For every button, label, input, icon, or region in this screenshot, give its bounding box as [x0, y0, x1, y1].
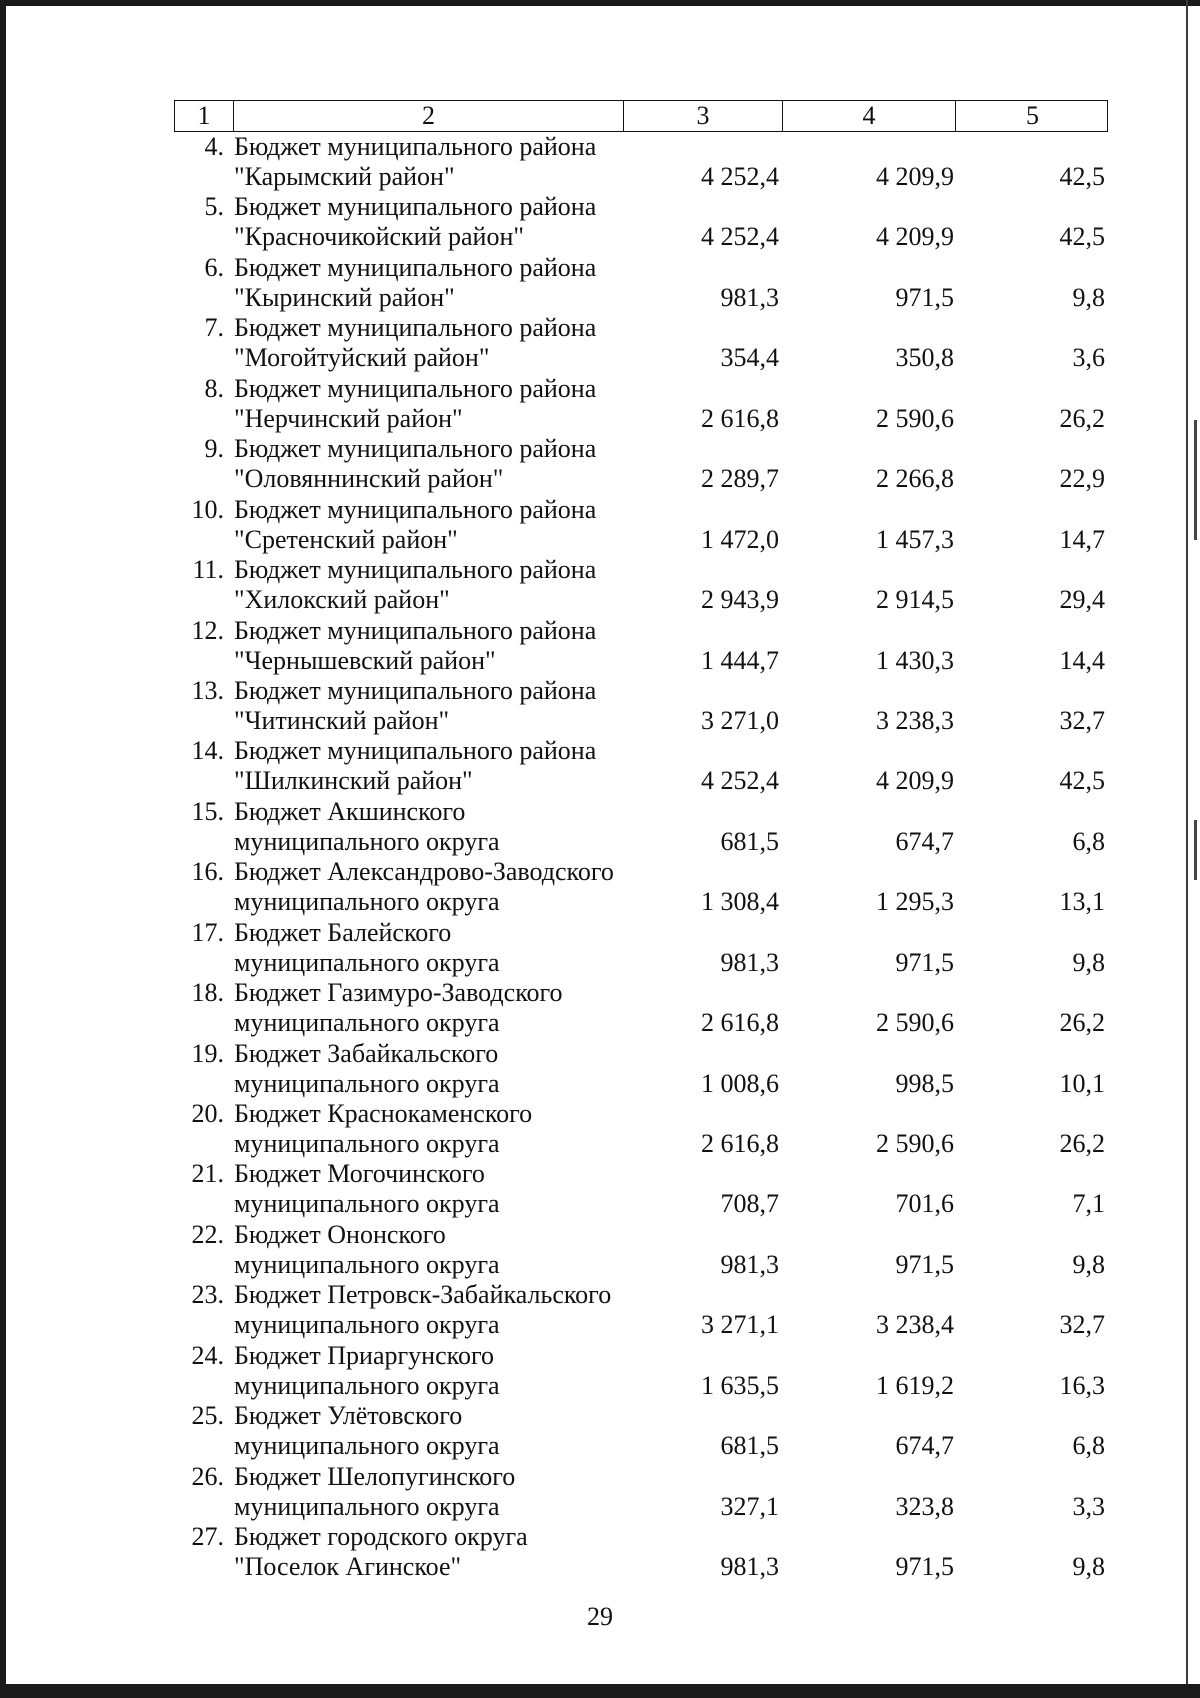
row-value-col5: 3,6 — [1072, 343, 1105, 373]
row-name-line1: Бюджет муниципального района — [234, 192, 597, 222]
row-value-col5: 42,5 — [1059, 162, 1105, 191]
document-page — [174, 100, 1108, 1583]
row-value-col4: 2 914,5 — [876, 585, 954, 615]
row-name-line1: Бюджет муниципального района — [234, 555, 597, 585]
row-name-line2: "Кыринский район" — [234, 282, 455, 312]
row-value-col4: 2 590,6 — [876, 1129, 954, 1158]
row-name-line2: "Шилкинский район" — [234, 766, 473, 796]
row-value-col3: 981,3 — [720, 1552, 779, 1582]
row-name-line2: муниципального округа — [234, 1370, 500, 1400]
row-name-line2: муниципального округа — [234, 826, 500, 856]
row-value-col3: 681,5 — [720, 826, 779, 856]
row-name-line1: Бюджет Краснокаменского — [234, 1099, 533, 1128]
row-name-line1: Бюджет Шелопугинского — [234, 1461, 516, 1491]
table-row — [174, 1341, 1108, 1401]
row-name-line2: муниципального округа — [234, 1249, 500, 1279]
row-number: 20. — [191, 1099, 224, 1128]
row-value-col5: 13,1 — [1059, 887, 1105, 917]
row-value-col4: 350,8 — [895, 343, 954, 373]
row-name-line1: Бюджет Могочинского — [234, 1159, 485, 1189]
row-value-col4: 971,5 — [895, 1552, 954, 1582]
row-value-col3: 2 616,8 — [701, 1008, 779, 1038]
row-value-col4: 971,5 — [895, 1249, 954, 1279]
row-value-col4: 674,7 — [895, 1431, 954, 1461]
header-col-5: 5 — [1026, 101, 1039, 130]
row-value-col3: 1 635,5 — [701, 1370, 779, 1400]
table-row — [174, 1462, 1108, 1522]
row-value-col3: 4 252,4 — [701, 766, 779, 796]
row-name-line2: "Карымский район" — [234, 162, 455, 191]
scan-border-right — [1186, 0, 1188, 1684]
table-row — [174, 1159, 1108, 1219]
row-name-line2: "Читинский район" — [234, 705, 450, 735]
row-value-col4: 971,5 — [895, 282, 954, 312]
row-value-col3: 2 616,8 — [701, 1129, 779, 1158]
row-name-line2: "Сретенский район" — [234, 524, 458, 554]
row-value-col5: 42,5 — [1059, 222, 1105, 252]
row-name-line1: Бюджет муниципального района — [234, 373, 597, 403]
row-value-col3: 981,3 — [720, 947, 779, 977]
row-value-col4: 2 590,6 — [876, 1008, 954, 1038]
row-name-line2: муниципального округа — [234, 1129, 500, 1158]
row-value-col5: 16,3 — [1059, 1370, 1105, 1400]
row-number: 7. — [204, 313, 224, 343]
row-value-col3: 4 252,4 — [701, 222, 779, 252]
scan-border-bottom — [0, 1684, 1200, 1698]
row-value-col4: 4 209,9 — [876, 766, 954, 796]
table-row — [174, 1099, 1108, 1159]
row-name-line1: Бюджет муниципального района — [234, 434, 597, 464]
row-name-line1: Бюджет муниципального района — [234, 132, 597, 161]
row-value-col3: 2 943,9 — [701, 585, 779, 615]
row-name-line1: Бюджет Забайкальского — [234, 1038, 499, 1068]
table-row — [174, 253, 1108, 313]
table-row — [174, 132, 1108, 192]
row-name-line1: Бюджет муниципального района — [234, 494, 597, 524]
row-number: 8. — [204, 373, 224, 403]
row-name-line1: Бюджет муниципального района — [234, 736, 597, 766]
table-row — [174, 857, 1108, 917]
row-value-col5: 32,7 — [1059, 1310, 1105, 1340]
row-name-line1: Бюджет муниципального района — [234, 313, 597, 343]
row-name-line2: "Чернышевский район" — [234, 645, 496, 675]
table-row — [174, 374, 1108, 434]
row-value-col3: 4 252,4 — [701, 162, 779, 191]
scan-artifact — [1194, 420, 1197, 540]
header-col-4: 4 — [783, 101, 956, 131]
row-value-col4: 674,7 — [895, 826, 954, 856]
row-number: 13. — [191, 675, 224, 705]
table-row — [174, 797, 1108, 857]
row-number: 14. — [191, 736, 224, 766]
row-value-col5: 10,1 — [1059, 1068, 1105, 1098]
row-number: 19. — [191, 1038, 224, 1068]
row-name-line1: Бюджет Балейского — [234, 917, 452, 947]
row-name-line2: муниципального округа — [234, 947, 500, 977]
row-name-line1: Бюджет Приаргунского — [234, 1340, 494, 1370]
row-name-line2: муниципального округа — [234, 1068, 500, 1098]
header-col-2: 2 — [234, 101, 624, 131]
table-row — [174, 434, 1108, 494]
row-value-col4: 2 590,6 — [876, 403, 954, 433]
table-row — [174, 495, 1108, 555]
row-number: 18. — [191, 978, 224, 1008]
row-value-col3: 3 271,0 — [701, 705, 779, 735]
row-number: 25. — [191, 1401, 224, 1431]
row-name-line2: "Поселок Агинское" — [234, 1552, 462, 1582]
row-number: 16. — [191, 857, 224, 887]
scan-artifact — [1194, 820, 1197, 880]
table-row — [174, 736, 1108, 796]
row-value-col5: 7,1 — [1072, 1189, 1105, 1219]
table-row — [174, 1280, 1108, 1340]
row-value-col4: 3 238,4 — [876, 1310, 954, 1340]
row-value-col4: 998,5 — [895, 1068, 954, 1098]
row-value-col4: 1 619,2 — [876, 1370, 954, 1400]
row-value-col5: 6,8 — [1072, 826, 1105, 856]
row-value-col5: 14,7 — [1059, 524, 1105, 554]
row-value-col4: 4 209,9 — [876, 162, 954, 191]
table-row — [174, 616, 1108, 676]
row-name-line2: муниципального округа — [234, 1491, 500, 1521]
row-name-line1: Бюджет муниципального района — [234, 615, 597, 645]
row-name-line1: Бюджет Александрово-Заводского — [234, 857, 614, 887]
row-number: 24. — [191, 1340, 224, 1370]
row-value-col5: 42,5 — [1059, 766, 1105, 796]
row-value-col4: 1 295,3 — [876, 887, 954, 917]
row-name-line1: Бюджет Газимуро-Заводского — [234, 978, 563, 1008]
row-name-line2: муниципального округа — [234, 1431, 500, 1461]
row-value-col5: 6,8 — [1072, 1431, 1105, 1461]
row-name-line2: муниципального округа — [234, 1310, 500, 1340]
table-row — [174, 313, 1108, 373]
row-value-col4: 971,5 — [895, 947, 954, 977]
row-number: 9. — [204, 434, 224, 464]
row-value-col3: 708,7 — [720, 1189, 779, 1219]
row-number: 12. — [191, 615, 224, 645]
row-value-col4: 701,6 — [895, 1189, 954, 1219]
header-col-1: 1 — [175, 101, 234, 131]
row-name-line1: Бюджет муниципального района — [234, 252, 597, 282]
header-col-3: 3 — [624, 101, 783, 131]
row-number: 10. — [191, 494, 224, 524]
row-value-col3: 1 308,4 — [701, 887, 779, 917]
table-row — [174, 676, 1108, 736]
row-number: 23. — [191, 1280, 224, 1310]
row-value-col5: 9,8 — [1072, 282, 1105, 312]
row-name-line2: "Красночикойский район" — [234, 222, 524, 252]
row-value-col3: 1 444,7 — [701, 645, 779, 675]
row-name-line2: "Хилокский район" — [234, 585, 450, 615]
row-name-line2: муниципального округа — [234, 1008, 500, 1038]
row-value-col3: 981,3 — [720, 1249, 779, 1279]
row-value-col3: 3 271,1 — [701, 1310, 779, 1340]
page-number: 29 — [587, 1602, 613, 1631]
row-value-col3: 327,1 — [720, 1491, 779, 1521]
row-value-col5: 29,4 — [1059, 585, 1105, 615]
table-row — [174, 1401, 1108, 1461]
row-value-col5: 26,2 — [1059, 1129, 1105, 1158]
row-number: 21. — [191, 1159, 224, 1189]
row-name-line2: муниципального округа — [234, 887, 500, 917]
row-name-line2: "Оловяннинский район" — [234, 464, 504, 494]
row-name-line1: Бюджет Петровск-Забайкальского — [234, 1280, 612, 1310]
row-number: 5. — [204, 192, 224, 222]
row-number: 17. — [191, 917, 224, 947]
row-value-col5: 9,8 — [1072, 947, 1105, 977]
table-row — [174, 1220, 1108, 1280]
row-number: 27. — [191, 1522, 224, 1552]
row-value-col5: 26,2 — [1059, 1008, 1105, 1038]
row-number: 15. — [191, 796, 224, 826]
row-name-line1: Бюджет муниципального района — [234, 675, 597, 705]
scan-border-left — [0, 0, 6, 1698]
table-row — [174, 192, 1108, 252]
scan-border-top — [0, 0, 1200, 6]
row-value-col4: 1 430,3 — [876, 645, 954, 675]
row-value-col4: 2 266,8 — [876, 464, 954, 494]
row-value-col5: 22,9 — [1059, 464, 1105, 494]
table-row — [174, 918, 1108, 978]
row-value-col3: 354,4 — [720, 343, 779, 373]
row-name-line2: "Могойтуйский район" — [234, 343, 490, 373]
row-value-col3: 2 289,7 — [701, 464, 779, 494]
row-value-col5: 3,3 — [1072, 1491, 1105, 1521]
row-name-line1: Бюджет Акшинского — [234, 796, 466, 826]
row-name-line1: Бюджет городского округа — [234, 1522, 528, 1552]
row-number: 11. — [192, 555, 224, 585]
table-header — [174, 100, 1108, 132]
row-name-line2: муниципального округа — [234, 1189, 500, 1219]
row-value-col3: 681,5 — [720, 1431, 779, 1461]
table-row — [174, 1522, 1108, 1582]
table-row — [174, 1039, 1108, 1099]
row-value-col3: 2 616,8 — [701, 403, 779, 433]
row-value-col4: 3 238,3 — [876, 705, 954, 735]
table-row — [174, 978, 1108, 1038]
row-value-col4: 323,8 — [895, 1491, 954, 1521]
row-value-col5: 9,8 — [1072, 1249, 1105, 1279]
row-name-line2: "Нерчинский район" — [234, 403, 463, 433]
row-value-col5: 32,7 — [1059, 705, 1105, 735]
table-body — [174, 132, 1108, 1583]
row-number: 22. — [191, 1219, 224, 1249]
row-value-col3: 981,3 — [720, 282, 779, 312]
row-name-line1: Бюджет Ононского — [234, 1219, 446, 1249]
row-value-col3: 1 008,6 — [701, 1068, 779, 1098]
row-value-col4: 4 209,9 — [876, 222, 954, 252]
row-number: 6. — [204, 252, 224, 282]
row-number: 26. — [191, 1461, 224, 1491]
row-value-col4: 1 457,3 — [876, 524, 954, 554]
table-row — [174, 555, 1108, 615]
row-value-col5: 26,2 — [1059, 403, 1105, 433]
row-value-col5: 9,8 — [1072, 1552, 1105, 1582]
row-number: 4. — [204, 132, 224, 161]
row-value-col3: 1 472,0 — [701, 524, 779, 554]
row-name-line1: Бюджет Улётовского — [234, 1401, 463, 1431]
row-value-col5: 14,4 — [1059, 645, 1105, 675]
